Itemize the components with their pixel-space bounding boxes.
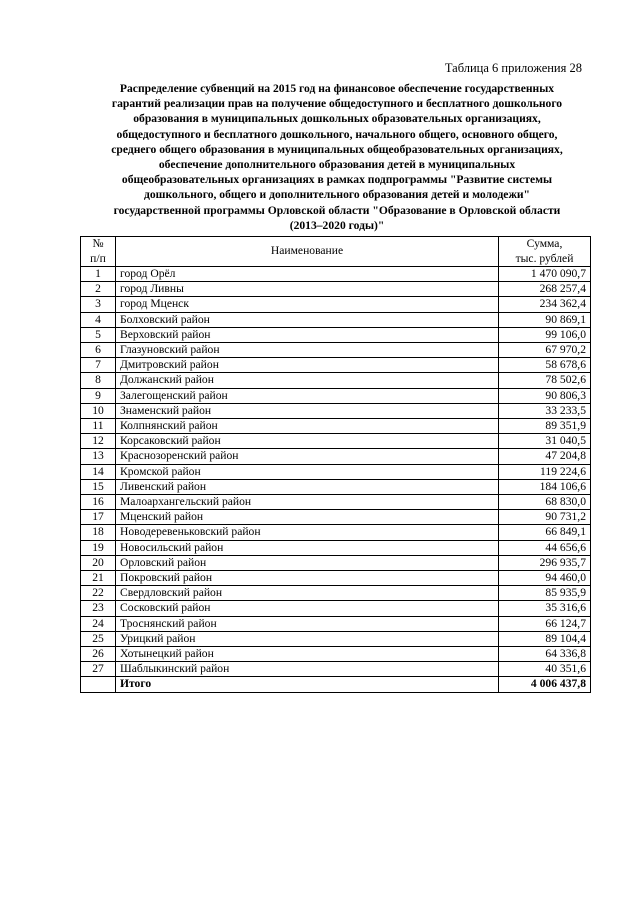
table-row	[81, 479, 591, 494]
table-row	[81, 327, 591, 342]
row-number: 13	[81, 449, 116, 464]
row-sum: 119 224,6	[499, 464, 591, 479]
row-name: Должанский район	[116, 373, 499, 388]
row-number: 20	[81, 555, 116, 570]
row-sum: 40 351,6	[499, 662, 591, 677]
header-sum	[499, 237, 591, 267]
row-number: 15	[81, 479, 116, 494]
row-sum: 78 502,6	[499, 373, 591, 388]
row-name: Орловский район	[116, 555, 499, 570]
header-sum-line1: Сумма,	[526, 237, 563, 250]
table-row	[81, 403, 591, 418]
row-number: 12	[81, 434, 116, 449]
row-name: Корсаковский район	[116, 434, 499, 449]
row-sum: 89 351,9	[499, 419, 591, 434]
row-number: 25	[81, 631, 116, 646]
table-row	[81, 267, 591, 282]
row-name: Троснянский район	[116, 616, 499, 631]
row-sum: 90 806,3	[499, 388, 591, 403]
document-title	[80, 81, 594, 233]
table-row	[81, 343, 591, 358]
row-name: Урицкий район	[116, 631, 499, 646]
row-name: Малоархангельский район	[116, 495, 499, 510]
row-name: Мценский район	[116, 510, 499, 525]
title-line: дошкольного, общего и дополнительного образования детей и молодежи"	[144, 188, 530, 202]
row-number: 4	[81, 312, 116, 327]
table-row	[81, 601, 591, 616]
row-name: Новосильский район	[116, 540, 499, 555]
title-line: Распределение субвенций на 2015 год на финансовое обеспечение государственных	[119, 82, 555, 95]
table-row	[81, 373, 591, 388]
title-line: общедоступного и бесплатного дошкольного, начального общего, основного общего,	[116, 127, 558, 141]
row-name: Покровский район	[116, 571, 499, 586]
row-sum: 64 336,8	[499, 647, 591, 662]
row-sum: 99 106,0	[499, 327, 591, 342]
row-number: 19	[81, 540, 116, 555]
row-name: Новодеревеньковский район	[116, 525, 499, 540]
row-number: 18	[81, 525, 116, 540]
row-number: 27	[81, 662, 116, 677]
table-row	[81, 297, 591, 312]
row-sum: 47 204,8	[499, 449, 591, 464]
title-line: обеспечение дополнительного образования детей в муниципальных	[158, 158, 516, 172]
total-label: Итого	[116, 677, 499, 692]
row-number: 2	[81, 282, 116, 297]
row-name: город Орёл	[116, 267, 499, 282]
row-sum: 234 362,4	[499, 297, 591, 312]
row-name: Знаменский район	[116, 403, 499, 418]
row-number: 8	[81, 373, 116, 388]
row-number: 16	[81, 495, 116, 510]
row-name: Свердловский район	[116, 586, 499, 601]
row-sum: 85 935,9	[499, 586, 591, 601]
row-number: 9	[81, 388, 116, 403]
table-row	[81, 540, 591, 555]
row-sum: 44 656,6	[499, 540, 591, 555]
row-number: 24	[81, 616, 116, 631]
row-sum: 58 678,6	[499, 358, 591, 373]
row-name: Залегощенский район	[116, 388, 499, 403]
table-header-row	[81, 237, 591, 267]
row-number: 1	[81, 267, 116, 282]
table-row	[81, 647, 591, 662]
row-name: Дмитровский район	[116, 358, 499, 373]
row-sum: 90 731,2	[499, 510, 591, 525]
table-row	[81, 434, 591, 449]
row-sum: 67 970,2	[499, 343, 591, 358]
row-name: Шаблыкинский район	[116, 662, 499, 677]
row-sum: 68 830,0	[499, 495, 591, 510]
total-sum: 4 006 437,8	[499, 677, 591, 692]
total-row	[81, 677, 591, 692]
row-name: Кромской район	[116, 464, 499, 479]
table-row	[81, 449, 591, 464]
row-sum: 89 104,4	[499, 631, 591, 646]
header-sum-line2: тыс. рублей	[515, 251, 574, 265]
table-row	[81, 586, 591, 601]
table-row	[81, 495, 591, 510]
table-row	[81, 510, 591, 525]
row-number: 10	[81, 403, 116, 418]
header-number-line2: п/п	[90, 251, 106, 265]
row-name: Сосковский район	[116, 601, 499, 616]
row-number: 23	[81, 601, 116, 616]
title-line: государственной программы Орловской области "Образование в Орловской области	[113, 203, 561, 217]
row-number: 21	[81, 571, 116, 586]
row-name: Ливенский район	[116, 479, 499, 494]
row-sum: 268 257,4	[499, 282, 591, 297]
allocation-table	[80, 236, 591, 693]
table-row	[81, 358, 591, 373]
table-row	[81, 555, 591, 570]
header-number-line1: №	[92, 237, 104, 250]
table-row	[81, 419, 591, 434]
table-row	[81, 662, 591, 677]
row-sum: 1 470 090,7	[499, 267, 591, 282]
row-name: город Мценск	[116, 297, 499, 312]
row-number: 6	[81, 343, 116, 358]
table-row	[81, 282, 591, 297]
title-line: гарантий реализации прав на получение общедоступного и бесплатного дошкольного	[111, 97, 563, 111]
table-row	[81, 312, 591, 327]
total-number-cell	[81, 677, 116, 692]
title-line: образования в муниципальных дошкольных образовательных организациях,	[133, 112, 541, 126]
row-number: 14	[81, 464, 116, 479]
header-number	[81, 237, 116, 267]
title-line: (2013–2020 годы)"	[289, 218, 385, 232]
row-sum: 296 935,7	[499, 555, 591, 570]
annex-label: Таблица 6 приложения 28	[444, 61, 582, 75]
row-name: Колпнянский район	[116, 419, 499, 434]
row-number: 17	[81, 510, 116, 525]
row-sum: 94 460,0	[499, 571, 591, 586]
table-row	[81, 571, 591, 586]
row-sum: 90 869,1	[499, 312, 591, 327]
table-row	[81, 388, 591, 403]
row-number: 22	[81, 586, 116, 601]
row-name: Хотынецкий район	[116, 647, 499, 662]
row-name: город Ливны	[116, 282, 499, 297]
row-number: 7	[81, 358, 116, 373]
table-row	[81, 631, 591, 646]
table-row	[81, 525, 591, 540]
header-name: Наименование	[116, 237, 499, 267]
row-number: 11	[81, 419, 116, 434]
row-name: Глазуновский район	[116, 343, 499, 358]
title-line: общеобразовательных организациях в рамках подпрограммы "Развитие системы	[121, 173, 553, 187]
row-sum: 33 233,5	[499, 403, 591, 418]
row-sum: 35 316,6	[499, 601, 591, 616]
row-name: Краснозоренский район	[116, 449, 499, 464]
row-name: Верховский район	[116, 327, 499, 342]
table-row	[81, 464, 591, 479]
row-number: 26	[81, 647, 116, 662]
row-sum: 184 106,6	[499, 479, 591, 494]
row-number: 3	[81, 297, 116, 312]
row-sum: 31 040,5	[499, 434, 591, 449]
row-number: 5	[81, 327, 116, 342]
table-row	[81, 616, 591, 631]
title-line: среднего общего образования в муниципальных общеобразовательных организациях,	[111, 142, 563, 156]
row-sum: 66 849,1	[499, 525, 591, 540]
row-sum: 66 124,7	[499, 616, 591, 631]
row-name: Болховский район	[116, 312, 499, 327]
